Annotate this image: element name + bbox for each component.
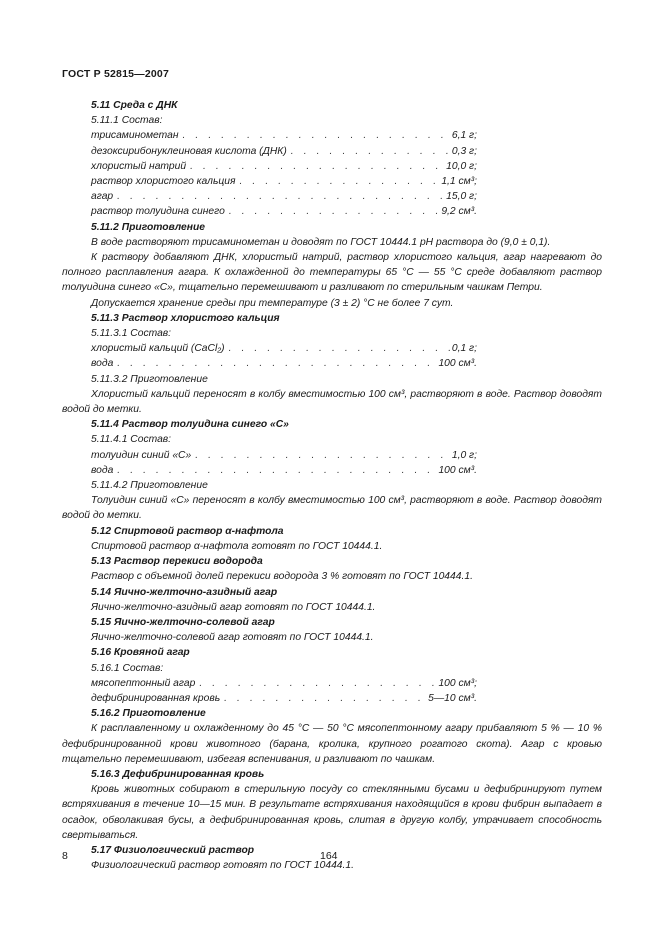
composition-item [62,159,477,174]
paragraph: В воде растворяют трисаминометан и доводят по ГОСТ 10444.1 pH раствора до (9,0 ± 0,1). [91,236,551,248]
subsection-label: 5.11.3.2 Приготовление [91,373,208,385]
composition-item [62,128,477,143]
dot-leader [195,676,438,691]
composition-item [62,144,477,159]
ingredient-amount: 15,0 г; [446,191,477,203]
ingredient-amount: 100 см³; [438,677,477,689]
ingredient-amount: 6,1 г; [451,130,477,142]
paragraph: Хлористый кальций переносят в колбу вместимостью 100 см³, растворяют в воде. Раствор доводят водой до метки. [62,388,602,416]
ingredient-amount: 10,0 г; [446,160,477,172]
paragraph: Кровь животных собирают в стерильную посуду со стеклянными бусами и дефибринируют путем встряхивания в течение 10—15 мин. В результате встряхивания находящийся в крови фибрин выпадает в осадок, обволакивая бусы, а дефибринированная кровь, слитая в другую колбу, утрачивает способность свертываться. [62,784,602,841]
dot-leader [220,691,428,706]
sheet-number: 164 [320,850,338,862]
dot-leader [287,144,452,159]
paragraph: Яично-желточно-солевой агар готовят по ГОСТ 10444.1. [91,632,374,644]
ingredient-name: раствор толуидина синего [91,206,225,218]
composition-item [62,676,477,691]
section-heading: 5.15 Яично-желточно-солевой агар [91,616,275,628]
dot-leader [186,159,446,174]
composition-item [62,448,477,463]
ingredient-name: вода [91,464,114,476]
composition-item [62,204,477,219]
paragraph: К расплавленному и охлажденному до 45 °С — 50 °С мясопептонному агару прибавляют 5 % — 10 % дефибринированной крови животного (барана, кролика, крупного рогатого скота). Агар с кровью тщательно перемешивают, избегая вспенивания, и разливают по чашкам. [62,723,602,765]
paragraph: К раствору добавляют ДНК, хлористый натрий, раствор хлористого кальция, агар нагревают до полного расплавления агара. К охлажденной до температуры 65 °С — 55 °С среде добавляют раствор толуидина синего «С», тщательно перемешивают и разливают по стерильным чашкам Петри. [62,252,602,294]
composition-item [62,691,477,706]
section-heading: 5.14 Яично-желточно-азидный агар [91,586,278,598]
composition-item [62,463,477,478]
dot-leader [235,174,441,189]
section-heading: 5.11.4 Раствор толуидина синего «С» [91,419,289,431]
section-heading: 5.16.3 Дефибринированная кровь [91,768,265,780]
ingredient-name: хлористый натрий [91,160,187,172]
dot-leader [225,341,452,356]
paragraph: Толуидин синий «С» переносят в колбу вместимостью 100 см³, растворяют в воде. Раствор доводят водой до метки. [62,495,602,522]
dot-leader [113,356,438,371]
section-heading: 5.16 Кровяной агар [91,647,190,659]
section-heading: 5.13 Раствор перекиси водорода [91,556,263,568]
ingredient-amount: 1,0 г; [451,449,477,461]
paragraph: Раствор с объемной долей перекиси водорода 3 % готовят по ГОСТ 10444.1. [91,571,473,583]
section-heading: 5.11.2 Приготовление [91,221,205,233]
subsection-label: 5.11.1 Состав: [91,115,163,127]
subsection-label: 5.11.4.1 Состав: [91,434,172,446]
ingredient-name: дефибринированная кровь [91,692,221,704]
ingredient-name: мясопептонный агар [91,677,196,689]
dot-leader [113,463,438,478]
dot-leader [113,189,446,204]
subsection-label: 5.11.3.1 Состав: [91,328,172,340]
ingredient-name: агар [91,191,114,203]
section-heading: 5.11.3 Раствор хлористого кальция [91,312,280,324]
paragraph: Физиологический раствор готовят по ГОСТ 10444.1. [91,860,354,872]
ingredient-amount: 100 см³. [438,464,477,476]
ingredient-amount: 0,3 г; [451,145,477,157]
ingredient-amount: 0,1 г; [451,343,477,355]
subsection-label: 5.11.4.2 Приготовление [91,480,208,492]
composition-item [62,189,477,204]
ingredient-name: трисаминометан [91,130,179,142]
ingredient-name: дезоксирибонуклеиновая кислота (ДНК) [91,145,287,157]
dot-leader [179,128,452,143]
paragraph: Яично-желточно-азидный агар готовят по ГОСТ 10444.1. [91,601,376,613]
document-body [62,98,602,873]
section-heading: 5.12 Спиртовой раствор α-нафтола [91,525,284,537]
ingredient-name: раствор хлористого кальция [91,176,236,188]
paragraph: Допускается хранение среды при температуре (3 ± 2) °С не более 7 сут. [91,297,454,309]
composition-item [62,356,477,371]
dot-leader [191,448,452,463]
ingredient-amount: 5—10 см³. [428,692,477,704]
section-heading: 5.11 Среда с ДНК [91,100,178,111]
paragraph: Спиртовой раствор α-нафтола готовят по ГОСТ 10444.1. [91,540,383,552]
ingredient-amount: 100 см³. [438,358,477,370]
section-heading: 5.16.2 Приготовление [91,708,206,720]
dot-leader [225,204,442,219]
subsection-label: 5.16.1 Состав: [91,662,164,674]
section-heading: 5.17 Физиологический раствор [91,844,255,856]
composition-item [62,341,477,356]
ingredient-amount: 9,2 см³. [441,206,477,218]
page-number: 8 [62,850,68,862]
ingredient-name: толуидин синий «С» [91,449,192,461]
ingredient-amount: 1,1 см³; [441,176,477,188]
ingredient-name: вода [91,358,114,370]
composition-item [62,174,477,189]
document-code: ГОСТ Р 52815—2007 [62,68,170,80]
ingredient-name: хлористый кальций (CaCl₂) [91,343,225,355]
